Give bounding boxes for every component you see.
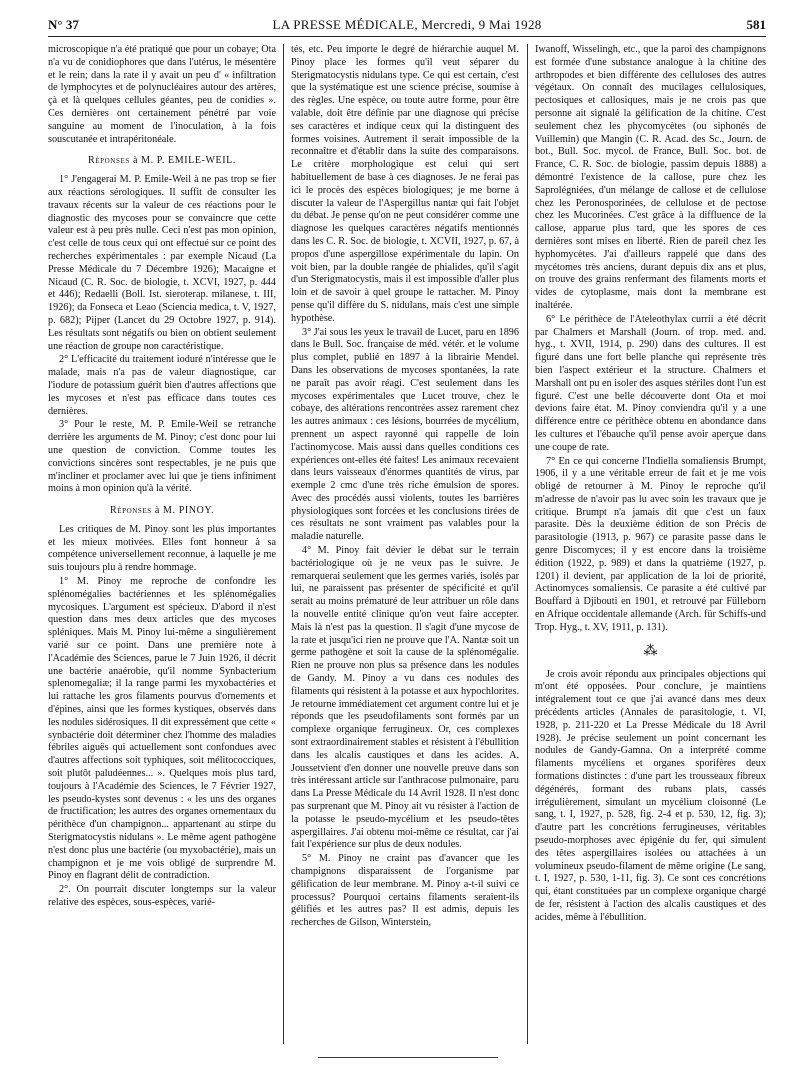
heading-prefix: Réponses bbox=[109, 505, 152, 517]
paragraph: Les critiques de M. Pinoy sont les plus importantes et les mieux motivées. Elles font honneur à sa compétence universellement reconnue, à laquelle je me suis toujours plu à rendre hommage. bbox=[48, 523, 276, 574]
paragraph: tés, etc. Peu importe le degré de hiérarchie auquel M. Pinoy place les formes qu'il veut séparer du Sterigmatocystis nidulans type. Ce qui est certain, c'est que la systématique est une science précise, soumise à des règles. Une espèce, ou toute autre forme, pour être valable, doit être définie par une diagnose qui précise ses caractères et indique ceux qui la distinguent des formes voisines. Autrement il serait impossible de la reconnaître et d'établir dans la suite des comparaisons. Le critère morphologique est celui qui sert habituellement de base à ces diagnoses. Je ne ferai pas ici le procès des espèces biologiques; je me borne à discuter la valeur de l'Aspergillus nantæ qui fait l'objet du débat. Je pense qu'on ne peut considérer comme une diagnose les quelques caractères négatifs mentionnés dans les C. R. Soc. de biologie, t. XCVII, 1927, p. 67, à propos d'une aspergillose expérimentale du lapin. On voit bien, par la double rangée de phialides, qu'il s'agit d'un Sterigmatocystis, mais il est impossible d'aller plus loin et de savoir à quel groupe le rattacher. M. Pinoy pense qu'il diffère du S. nidulans, mais c'est une simple hypothèse. bbox=[291, 44, 519, 324]
paragraph: 5° M. Pinoy ne craint pas d'avancer que les champignons disparaissent de l'organisme par gélification de leur membrane. M. Pinoy a-t-il suivi ce processus? Pourquoi certains filaments seraient-ils gélifiés et les autres pas? Il est admis, depuis les recherches de Gilson, Winterstein, bbox=[291, 853, 519, 929]
page-number: 581 bbox=[746, 17, 766, 32]
heading-prefix: Réponses bbox=[88, 155, 130, 167]
heading-text: à M. P. EMILE-WEIL. bbox=[132, 155, 236, 167]
journal-title: LA PRESSE MÉDICALE, Mercredi, 9 Mai 1928 bbox=[272, 17, 542, 32]
column-1 bbox=[48, 44, 276, 911]
footer-rule bbox=[318, 1057, 498, 1058]
column-divider bbox=[283, 44, 284, 1044]
section-heading bbox=[48, 155, 276, 168]
paragraph: 3° Pour le reste, M. P. Emile-Weil se retranche derrière les arguments de M. Pinoy; c'est donc pour lui une question de conviction. Comme toutes les convictions sincères sont respectables, je ne puis que m'incliner et proclamer avec lui que je tiens infiniment moins à mon opinion qu'à la vérité. bbox=[48, 419, 276, 495]
paragraph: 4° M. Pinoy fait dévier le débat sur le terrain bactériologique où je ne veux pas le suivre. Je remarquerai seulement que les germes variés, isolés par lui, ne paraissent pas présenter de spécificité et qu'il serait au moins prématuré de leur attribuer un rôle dans la nouvelle entité clinique qu'on veut faire accepter. Mais là n'est pas la question. Il s'agit d'une mycose de la rate et jusqu'ici rien ne prouve que l'A. Nantæ soit un germe pathogène et soit la cause de la splénomégalie. Rien ne prouve non plus sa présence dans les nodules de Gandy. M. Pinoy a vu dans ces nodules des filaments qui résistent à la potasse et aux hypochlorites. Je retourne immédiatement cet argument contre lui et je réponds que les pseudofilaments sont formés par un complexe organique ferrugineux. Or, ces complexes sont extraordinairement stables et résistent à l'ébullition dans les alcalis caustiques et dans les acides. A. Joussetvient d'en donner une nouvelle preuve dans son très intéressant article sur l'anthracose pulmonaire, paru dans La Presse Médicale du 14 Avril 1928. Il n'est donc pas surprenant que M. Pinoy ait vu résister à l'action de la potasse le pseudo-mycélium et les pseudo-têtes aspergillaires. J'ai obtenu moi-même ce résultat, car j'ai fait l'expérience sur plus de deux nodules. bbox=[291, 545, 519, 851]
heading-text: à M. PINOY. bbox=[154, 505, 215, 517]
paragraph: 7° En ce qui concerne l'Indiella somaliensis Brumpt, 1906, il y a une véritable erreur de fait et je me vois obligé de retourner à M. Pinoy le reproche qu'il m'adresse de n'avoir pas lu avec soin les travaux que je critique. Brumpt n'a jamais dit que c'est un faux parasite. Dès la deuxième édition de son Précis de parasitologie (1913, p. 967) ce parasite passe dans le genre Discomyces; il y est encore dans la troisième édition (1922, p. 989) et dans la quatrième (1927, p. 1201) il devient, par application de la loi de priorité, Actinomyces somaliensis. Ce parasite a été cultivé par Bouffard à Djibouti en 1901, et retrouvé par Fülleborn en Afrique occidentale allemande (Arch. für Schiffs-und Trop. Hyg., t. XV, 1911, p. 131). bbox=[535, 455, 766, 633]
paragraph: Iwanoff, Wisselingh, etc., que la paroi des champignons est formée d'une substance analogue à la chitine des arthropodes et bien différente des celluloses des autres végétaux. On connaît des mucilages cellulosiques, pectosiques et callosiques, mais je ne crois pas que personne ait signalé la gélification de la chitine. C'est seulement chez les phycomycètes (ou siphonés de Vuillemin) que Mangin (C. R. Acad. des Sc., Journ. de bot., Bull. Soc. mycol. de France, Bull. Soc. bot. de France, C. R. Soc. de biologie, passim depuis 1888) a démontré l'existence de la callose, pure chez les Saprolégniées, d'un mélange de callose et de cellulose chez les Peronosporinées, de cellulose et de pectose chez les Mucorinées. C'est grâce à la diffluence de la callose, apparue plus tard, que les spores de ces dernières sont mises en liberté. Rien de pareil chez les hyphomycètes. J'ai d'ailleurs rappelé que dans des mycétomes très anciens, durant depuis dix ans et plus, on trouve des grains renfermant des filaments morts et vides de cytoplasme, mais dont la membrane est inaltérée. bbox=[535, 44, 766, 311]
paragraph: microscopique n'a été pratiqué que pour un cobaye; Ota n'a vu de conidiophores que dans l'utérus, le mésentère et le rein; dans la rate il y avait un peu d' « infiltration de lymphocytes et de polynucléaires autour des artères, çà et là quelques cellules géantes, peu de conidies ». Ces dernières ont certainement pénétré par voie sanguine au moment de l'inoculation, à la fois souscutanée et intrapéritonéale. bbox=[48, 44, 276, 145]
paragraph: 6° Le périthèce de l'Ateleothylax currii a été décrit par Chalmers et Marshall (Journ. of trop. med. and. hyg., t. XVII, 1914, p. 290) dans des cultures. Il est figuré dans une fort belle planche qui représente très bien l'aspect extérieur et la structure. Chalmers et Marshall ont pu en isoler des asques stériles dont l'un est figuré. C'est une belle découverte dont Ota et moi devions faire état. M. Pinoy conviendra qu'il y a une différence entre ce périthèce obtenu en abondance dans les cultures et l'ébauche qu'il pense avoir aperçue dans une coupe de rate. bbox=[535, 313, 767, 453]
paragraph: Je crois avoir répondu aux principales objections qui m'ont été opposées. Pour conclure, je maintiens intégralement tout ce que j'ai avancé dans mes deux précédents articles (Annales de parasitologie, t. VI, 1928, p. 211-220 et La Presse Médicale du 18 Avril 1928). Je précise seulement un point concernant les nodules de Gandy-Gamna. On a interprété comme filaments mycéliens et organes sporifères deux formations distinctes : d'une part les trousseaux fibreux dégénérés, formant des rubans plats, cassés irrégulièrement, simulant un mycélium cloisonné (Le sang, t. I, 1927, p. 528, fig. 2-4 et p. 530, 12, fig. 3); d'autre part les concrétions ferrugineuses, véritables pseudo-morphoses avec épigénie du fer, qui simulent des têtes aspergillaires isolées ou attachées à un volumineux pseudo-filament de même origine (Le sang, t. I, 1927, p. 530, 1-11, fig. 3). Ce sont ces concrétions qui, étant constituées par un complexe organique chargé de fer, résistent à l'action des alcalis caustiques et des acides, même à l'ébullition. bbox=[535, 668, 766, 923]
section-heading bbox=[48, 505, 276, 518]
paragraph: 1° M. Pinoy me reproche de confondre les splénomégalies bactériennes et les splénomégalies mycosiques. L'argument est spécieux. D'abord il n'est question dans mes deux articles que des mycoses spléniques. Mais M. Pinoy lui-même a singulièrement varié sur ce point. Dans une première note à l'Académie des Sciences, parue le 7 Juin 1926, il décrit une bactérie anaérobie, qu'il nomme Synbacterium splenomegaliæ; il la range parmi les myxobactéries et lui rattache les gros filaments pourvus d'ornements et d'épines, ainsi que les formes kystiques, observés dans les nodules sidérosiques. Il dit expressément que cette « synbactérie doit déterminer chez l'homme des maladies fébriles aiguës qui actuellement sont confondues avec d'autres affections soit typhiques, soit mélitococciques, soit plutôt paludéennes... ». Quelques mois plus tard, toujours à l'Académie des Sciences, le 7 Février 1927, les pseudo-kystes sont devenus : « les uns des organes de fructification; les autres des organes ornementaux du périthèce d'un champignon... appartenant au stirpe du Sterigmatocystis nidulans ». Le même agent pathogène n'est donc plus une bactérie (ou myxobactérie), mais un champignon et je me vois obligé de surprendre M. Pinoy en flagrant délit de contradiction. bbox=[48, 576, 276, 882]
paragraph: 1° J'engagerai M. P. Emile-Weil à ne pas trop se fier aux réactions sérologiques. Il suffit de consulter les travaux récents sur la valeur de ces réactions pour le diagnostic des mycoses pour se convaincre que cette valeur est à peu près nulle. Ceci n'est pas mon opinion, c'est celle de tous ceux qui ont effectué sur ce point des recherches expérimentales : par exemple Nicaud (La Presse Médicale du 7 Décembre 1926); Macaigne et Nicaud (C. R. Soc. de biologie, t. XCVI, 1927, p. 444 et 446); Redaelli (Boll. Ist. sieroterap. milanese, t. III, 1926); da Fonseca et Leao (Sciencia medica, t. V, 1927, p. 682); Pijper (Lancet du 29 Octobre 1927, p. 914). Les résultats sont négatifs ou bien on obtient seulement une réaction de groupe non caractéristique. bbox=[48, 174, 276, 352]
paragraph: 2°. On pourrait discuter longtemps sur la valeur relative des espèces, sous-espèces, varié- bbox=[48, 884, 276, 908]
page-header bbox=[48, 14, 766, 37]
asterism-separator: ⁂ bbox=[643, 643, 658, 659]
column-divider bbox=[527, 44, 528, 1044]
paragraph: 3° J'ai sous les yeux le travail de Lucet, paru en 1896 dans le Bull. Soc. française de méd. vétér. et le volume plus complet, publié en 1897 à la librairie Mendel. Dans les observations de mycoses spontanées, la rate ne paraît pas avoir réagi. C'est seulement dans les mycoses expérimentales que Lucet trouve, chez le cobaye, des altérations rencontrées assez rarement chez les autres animaux : ces lésions, bourrées de mycélium, prennent un aspect rayonné qui rappelle de loin l'actinomycose. Mais aussi dans quelles conditions ces expériences ont-elles été faites! Les animaux recevaient dans leurs vaisseaux d'énormes quantités de virus, par exemple 2 cmc d'une très riche émulsion de spores. Avec des procédés aussi violents, toutes les barrières physiologiques sont forcées et les conclusions tirées de ces résultats ne sont vraiment pas valables pour la maladie naturelle. bbox=[291, 326, 519, 543]
paragraph: 2° L'efficacité du traitement ioduré n'intéresse que le malade, mais n'a pas de valeur diagnostique, car l'iodure de potassium guérit bien d'autres affections que les mycoses et n'est pas efficace dans toutes ces dernières. bbox=[48, 354, 276, 417]
column-3 bbox=[535, 44, 766, 926]
column-2 bbox=[291, 44, 519, 931]
issue-number: N° 37 bbox=[48, 17, 79, 32]
